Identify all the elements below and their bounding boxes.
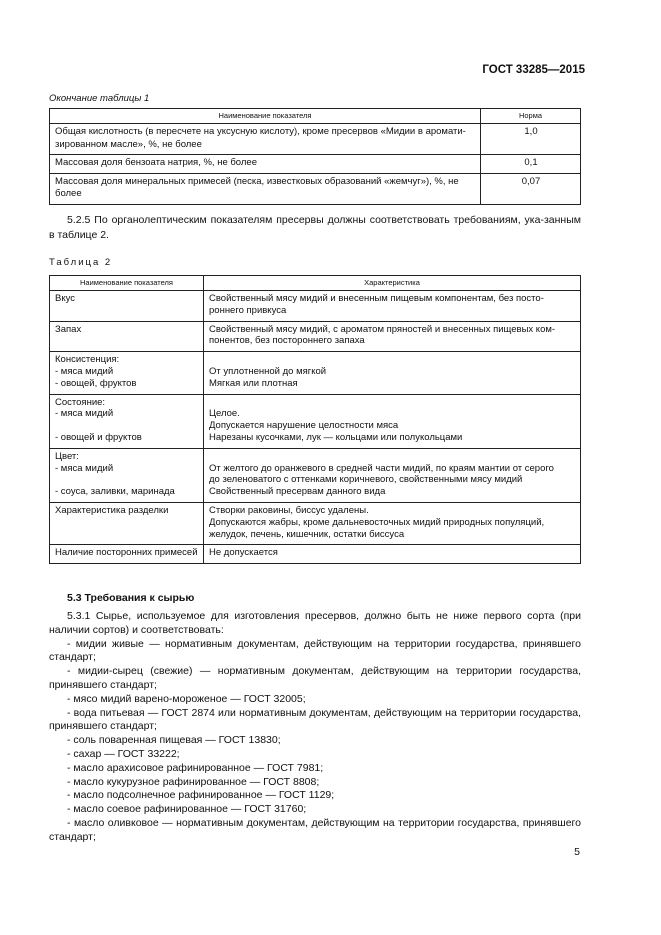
table1-cell-value: 0,07	[481, 173, 581, 204]
table1-cell-name: Массовая доля минеральных примесей (песка, известковых образований «жемчуг»), %, не более	[50, 173, 481, 204]
table2-cell-name	[50, 448, 204, 502]
cell-line: Допускается нарушение целостности мяса	[209, 420, 399, 432]
cell-line: Мягкая или плотная	[209, 377, 298, 389]
table-row	[50, 448, 581, 502]
list-item: - масло соевое рафинированное — ГОСТ 31760;	[67, 803, 307, 816]
table2-caption: Таблица 2	[49, 257, 113, 268]
cell-line: - мяса мидий	[55, 462, 114, 474]
cell-line: Не допускается	[209, 547, 278, 559]
cell-line: Запах	[55, 323, 82, 335]
table2-cell-name	[50, 394, 204, 448]
list-item: - масло кукурузное рафинированное — ГОСТ 8808;	[67, 775, 320, 788]
cell-line: Свойственный мясу мидий, с ароматом пряностей и внесенных пищевых ком-понентов, без постороннего запаха	[209, 323, 556, 347]
table-row	[50, 291, 581, 322]
cell-line: Нарезаны кусочками, лук — кольцами или полукольцами	[209, 431, 463, 443]
table1-header-name: Наименование показателя	[50, 109, 481, 124]
document-header: ГОСТ 33285—2015	[482, 64, 585, 76]
table-row	[50, 394, 581, 448]
table2-cell-char	[204, 545, 581, 564]
table1-header-row	[50, 109, 581, 124]
page-number: 5	[574, 846, 580, 858]
table1-cell-value: 1,0	[481, 124, 581, 155]
cell-line: Наличие посторонних примесей	[55, 547, 198, 559]
list-item: - сахар — ГОСТ 33222;	[67, 747, 180, 760]
cell-line: - мяса мидий	[55, 408, 114, 420]
table2-header-row	[50, 276, 581, 291]
section-5-3-body	[49, 610, 581, 845]
table1-cell-name: Общая кислотность (в пересчете на уксусную кислоту), кроме пресервов «Мидии в аромати-зированном масле», %, не более	[50, 124, 481, 155]
table2-cell-char	[204, 352, 581, 394]
cell-line: Целое.	[209, 408, 240, 420]
table2	[49, 275, 581, 564]
table1-cell-value: 0,1	[481, 155, 581, 174]
table-row	[50, 352, 581, 394]
cell-line: - мяса мидий	[55, 365, 114, 377]
cell-line: Свойственный пресервам данного вида	[209, 486, 386, 498]
table2-cell-char	[204, 321, 581, 352]
table2-cell-name	[50, 321, 204, 352]
table1-cell-name: Массовая доля бензоата натрия, %, не более	[50, 155, 481, 174]
cell-line: Вкус	[55, 293, 75, 304]
cell-line: От уплотненной до мягкой	[209, 365, 327, 377]
list-item: - вода питьевая — ГОСТ 2874 или нормативным документам, действующим на территории государства, принявшего стандарт;	[49, 706, 581, 733]
list-item: - мидии-сырец (свежие) — нормативным документам, действующим на территории государства, принявшего стандарт;	[49, 665, 581, 691]
table1-caption: Окончание таблицы 1	[49, 93, 150, 104]
table-row	[50, 173, 581, 204]
cell-line: Свойственный мясу мидий и внесенным пищевым компонентам, без посто-роннего привкуса	[209, 293, 544, 316]
list-item: - масло оливковое — нормативным документам, действующим на территории государства, принявшего стандарт;	[49, 816, 581, 843]
table-row	[50, 545, 581, 564]
section-5-3-heading: 5.3 Требования к сырью	[67, 592, 195, 604]
table2-cell-char	[204, 502, 581, 544]
cell-line: Характеристика разделки	[55, 504, 169, 516]
cell-line: - соуса, заливки, маринада	[55, 486, 175, 498]
list-item: - масло арахисовое рафинированное — ГОСТ 7981;	[67, 761, 324, 774]
table-row	[50, 155, 581, 174]
cell-line: Допускаются жабры, кроме дальневосточных мидий природных популяций, желудок, печень, кишечник, остатки биссуса	[209, 516, 545, 540]
cell-line: - овощей и фруктов	[55, 431, 142, 443]
table-row	[50, 321, 581, 352]
cell-line: Консистенция:	[55, 354, 120, 366]
table2-cell-char	[204, 394, 581, 448]
cell-line: От желтого до оранжевого в средней части мидий, по краям мантии от серого	[209, 462, 554, 474]
list-item: - мясо мидий варено-мороженое — ГОСТ 32005;	[67, 692, 306, 705]
list-item: - мидии живые — нормативным документам, действующим на территории государства, принявшего стандарт;	[49, 637, 581, 664]
table2-cell-char	[204, 448, 581, 502]
table-row	[50, 124, 581, 155]
cell-line: Створки раковины, биссус удалены.	[209, 504, 369, 516]
cell-line: до зеленоватого с оттенками коричневого, свойственными мясу мидий	[209, 474, 523, 486]
list-item: - масло подсолнечное рафинированное — ГОСТ 1129;	[67, 789, 335, 802]
paragraph-5-2-5: 5.2.5 По органолептическим показателям пресервы должны соответствовать требованиям, ука-занным в таблице 2.	[49, 214, 581, 241]
table2-header-char: Характеристика	[204, 276, 581, 291]
list-item: - соль поваренная пищевая — ГОСТ 13830;	[67, 734, 281, 747]
table2-cell-char	[204, 291, 581, 322]
paragraph: 5.3.1 Сырье, используемое для изготовления пресервов, должно быть не ниже первого сорта (при наличии сортов) и соответствовать:	[49, 610, 581, 636]
cell-line: Состояние:	[55, 396, 106, 408]
cell-line: - овощей, фруктов	[55, 377, 137, 389]
table2-cell-name	[50, 352, 204, 394]
table1	[49, 108, 581, 205]
table2-cell-name	[50, 545, 204, 564]
table2-cell-name	[50, 502, 204, 544]
table1-header-norm: Норма	[481, 109, 581, 124]
table2-cell-name	[50, 291, 204, 322]
cell-line: Цвет:	[55, 450, 79, 462]
table2-header-name: Наименование показателя	[50, 276, 204, 291]
table-row	[50, 502, 581, 544]
